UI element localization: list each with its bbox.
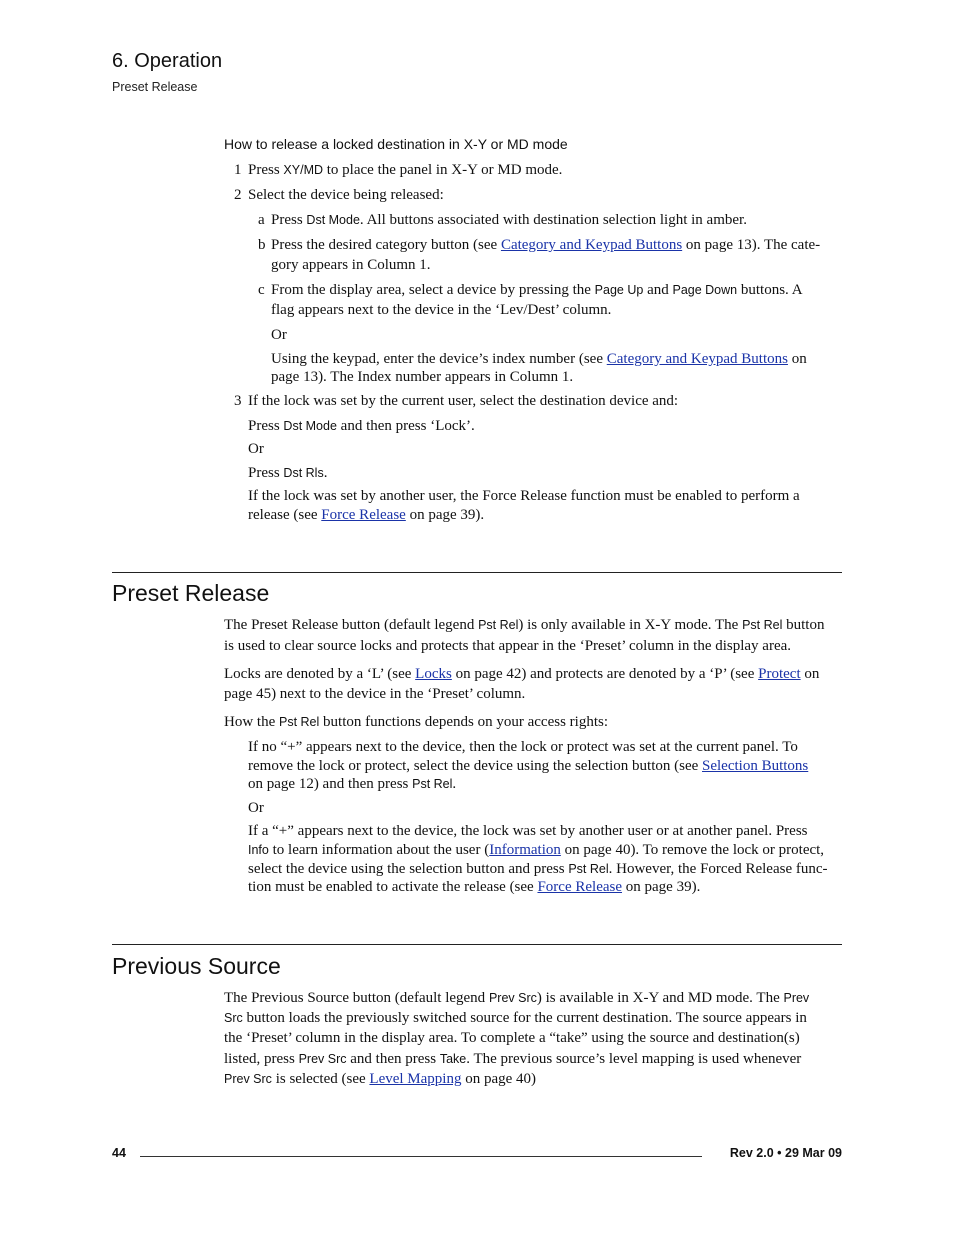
link-category-keypad-buttons[interactable]: Category and Keypad Buttons — [500, 237, 683, 253]
paragraph-line: listed, press Prev Src and then press Take. The previous source’s level mapping is used whenever — [224, 1051, 802, 1067]
paragraph-line: Locks are denoted by a ‘L’ (see Locks on page 42) and protects are denoted by a ‘P’ (see Protect on — [224, 666, 820, 682]
link-protect[interactable]: Protect — [758, 666, 801, 682]
button-label: Dst Mode — [306, 213, 360, 227]
link-force-release[interactable]: Force Release — [321, 507, 406, 523]
button-label: Take — [439, 1052, 467, 1066]
paragraph-line: Src button loads the previously switched source for the current destination. The source appears in — [224, 1010, 807, 1026]
step-2c-cont: flag appears next to the device in the ‘Lev/Dest’ column. — [271, 302, 612, 318]
button-label: Prev Src — [224, 1072, 272, 1086]
section-divider — [112, 572, 842, 573]
or-text: Or — [248, 800, 264, 816]
step-number: 2 — [234, 187, 242, 203]
page-number: 44 — [112, 1146, 126, 1160]
step-1: Press XY/MD to place the panel in X-Y or MD mode. — [248, 162, 563, 178]
button-label: Dst Rls — [283, 466, 324, 480]
footer-rule — [140, 1156, 702, 1157]
link-force-release[interactable]: Force Release — [537, 879, 623, 895]
heading-preset-release: Preset Release — [112, 580, 270, 606]
substep-letter: a — [258, 212, 265, 228]
button-label: Pst Rel — [478, 618, 519, 632]
link-selection-buttons[interactable]: Selection Buttons — [702, 758, 809, 774]
button-label: Prev Src — [488, 991, 537, 1005]
step-3-note: If the lock was set by another user, the Force Release function must be enabled to perform a — [248, 488, 800, 504]
step-3: If the lock was set by the current user, select the destination device and: — [248, 393, 679, 409]
link-category-keypad-buttons[interactable]: Category and Keypad Buttons — [606, 351, 788, 367]
paragraph-line: remove the lock or protect, select the device using the selection button (see Selection Buttons — [248, 758, 809, 774]
step-2c: From the display area, select a device by pressing the Page Up and Page Down buttons. A — [271, 282, 803, 298]
button-label: Page Up — [594, 283, 644, 297]
link-locks[interactable]: Locks — [415, 666, 452, 682]
step-2b: Press the desired category button (see Category and Keypad Buttons on page 13). The cate- — [271, 237, 821, 253]
or-text: Or — [248, 441, 264, 457]
paragraph-line: If no “+” appears next to the device, then the lock or protect was set at the current panel. To — [248, 739, 798, 755]
paragraph-line: Prev Src is selected (see Level Mapping on page 40) — [224, 1071, 537, 1087]
step-number: 1 — [234, 162, 242, 178]
step-3-note-cont: release (see Force Release on page 39). — [248, 507, 485, 523]
button-label: XY/MD — [283, 163, 324, 177]
or-text: Or — [271, 327, 287, 343]
paragraph-line: The Preset Release button (default legend Pst Rel) is only available in X-Y mode. The Pst Rel button — [224, 617, 825, 633]
substep-letter: b — [258, 237, 266, 253]
paragraph-line: is used to clear source locks and protects that appear in the ‘Preset’ column in the display area. — [224, 638, 792, 654]
heading-previous-source: Previous Source — [112, 953, 281, 979]
step-number: 3 — [234, 393, 242, 409]
button-label: Info — [248, 843, 269, 857]
step-2c-alt: Using the keypad, enter the device’s index number (see Category and Keypad Buttons on — [271, 351, 807, 367]
chapter-title: 6. Operation — [112, 50, 223, 72]
step-2a: Press Dst Mode. All buttons associated with destination selection light in amber. — [271, 212, 747, 228]
button-label: Pst Rel — [412, 777, 453, 791]
button-label: Pst Rel — [279, 715, 320, 729]
button-label: Dst Mode — [283, 419, 337, 433]
paragraph-line: the ‘Preset’ column in the display area. To complete a “take” using the source and destination(s) — [224, 1030, 800, 1046]
paragraph-line: tion must be enabled to activate the release (see Force Release on page 39). — [248, 879, 701, 895]
button-label: Page Down — [672, 283, 738, 297]
paragraph-line: How the Pst Rel button functions depends on your access rights: — [224, 714, 608, 730]
button-label: Prev — [783, 991, 810, 1005]
paragraph-line: select the device using the selection button and press Pst Rel. However, the Forced Release func- — [248, 861, 828, 877]
link-information[interactable]: Information — [489, 842, 561, 858]
step-3-option-1: Press Dst Mode and then press ‘Lock’. — [248, 418, 475, 434]
button-label: Src — [224, 1011, 243, 1025]
step-3-option-2: Press Dst Rls. — [248, 465, 328, 481]
paragraph-line: Info to learn information about the user (Information on page 40). To remove the lock or protect, — [248, 842, 825, 858]
paragraph-line: page 45) next to the device in the ‘Preset’ column. — [224, 686, 526, 702]
paragraph-line: on page 12) and then press Pst Rel. — [248, 776, 457, 792]
procedure-title: How to release a locked destination in X-Y or MD mode — [224, 136, 568, 152]
link-level-mapping[interactable]: Level Mapping — [369, 1071, 462, 1087]
button-label: Pst Rel — [742, 618, 783, 632]
substep-letter: c — [258, 282, 265, 298]
revision-info: Rev 2.0 • 29 Mar 09 — [729, 1146, 842, 1160]
section-divider — [112, 944, 842, 945]
step-2c-alt-cont: page 13). The Index number appears in Column 1. — [271, 369, 574, 385]
paragraph-line: The Previous Source button (default legend Prev Src) is available in X-Y and MD mode. The Prev — [224, 990, 810, 1006]
step-2b-cont: gory appears in Column 1. — [271, 257, 431, 273]
button-label: Prev Src — [298, 1052, 347, 1066]
running-section: Preset Release — [112, 80, 198, 94]
paragraph-line: If a “+” appears next to the device, the lock was set by another user or at another panel. Press — [248, 823, 808, 839]
step-2: Select the device being released: — [248, 187, 444, 203]
button-label: Pst Rel — [568, 862, 609, 876]
